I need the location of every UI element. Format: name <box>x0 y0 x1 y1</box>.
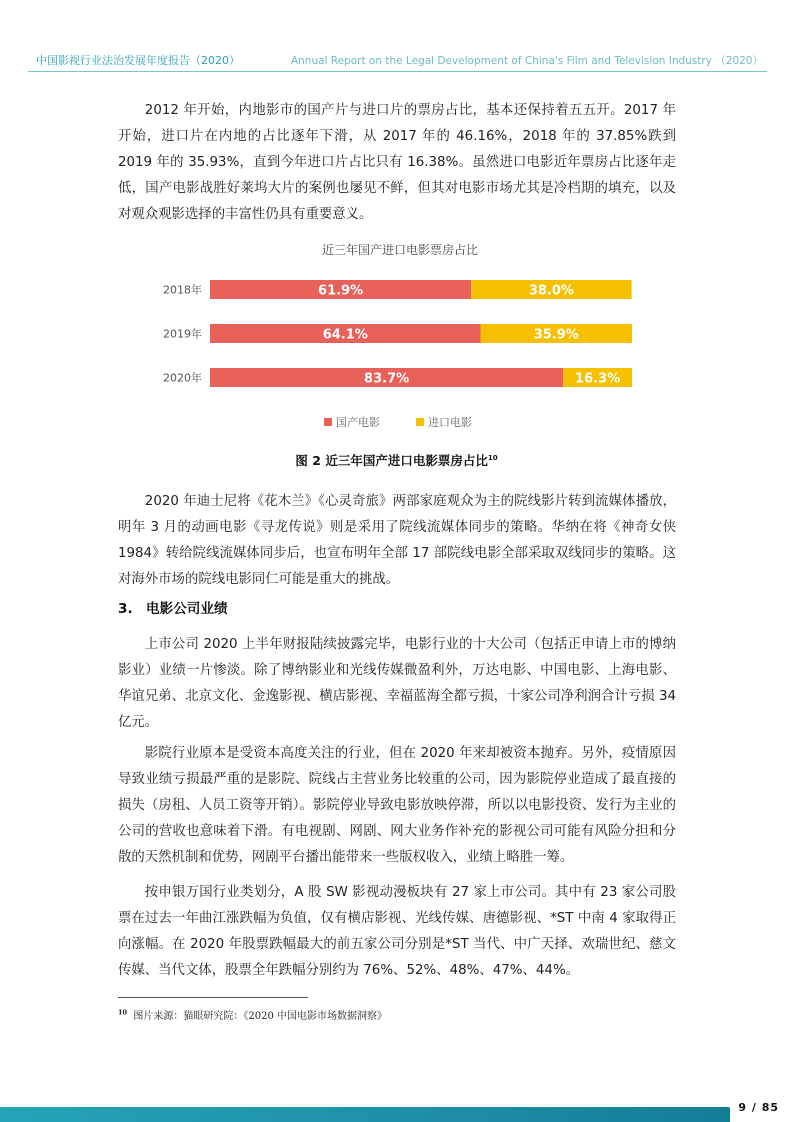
bar-value-label: 35.9% <box>533 327 579 343</box>
paragraph-box-office-share: 2012 年开始，内地影市的国产片与进口片的票房占比，基本还保持着五五开。2017 年开始，进口片在内地的占比逐年下滑，从 2017 年的 46.16%，2018 年的 37.85%跌到 2019 年的 35.93%，直到今年进口片占比只有 16.38%。虽然进口电影近年票房占比逐年走低，国产电影战胜好莱坞大片的案例也屡见不鲜，但其对电影市场尤其是冷档期的填充，以及对观众观影选择的丰富性仍具有重要意义。 <box>118 103 676 222</box>
figure-caption <box>0 451 793 469</box>
footnote-text: 图片来源：猫眼研究院：《2020 中国电影市场数据洞察》 <box>133 1011 388 1022</box>
category-label: 2019年 <box>163 327 202 341</box>
footnote-ref[interactable]: 10 <box>487 453 498 462</box>
footer-bar <box>0 1107 730 1122</box>
paragraph-streaming: 2020 年迪士尼将《花木兰》《心灵奇旅》两部家庭观众为主的院线影片转到流媒体播放，明年 3 月的动画电影《寻龙传说》则是采用了院线流媒体同步的策略。华纳在将《神奇女侠 1984》转给院线流媒体同步后，也宣布明年全部 17 部院线电影全部采取双线同步的策略。这对海外市场的院线电影同仁可能是重大的挑战。 <box>118 494 676 587</box>
bar-value-label: 64.1% <box>322 327 368 343</box>
legend-label: 进口电影 <box>428 416 472 429</box>
category-label: 2020年 <box>163 371 202 385</box>
legend-label: 国产电影 <box>336 416 380 429</box>
stacked-bar-chart <box>140 236 660 442</box>
bar-value-label: 38.0% <box>528 283 574 299</box>
section-number: 3. <box>118 601 133 617</box>
bar-value-label: 83.7% <box>364 371 410 387</box>
page-number: 9 / 85 <box>738 1101 779 1114</box>
bar-value-label: 61.9% <box>318 283 364 299</box>
legend-swatch <box>416 418 424 426</box>
section-heading <box>118 597 228 617</box>
header-title-en: Annual Report on the Legal Development of China's Film and Television Industry （2020） <box>290 55 763 67</box>
running-header <box>36 52 763 68</box>
section-title: 电影公司业绩 <box>146 601 228 617</box>
paragraph-stock-performance: 按申银万国行业类划分，A 股 SW 影视动漫板块有 27 家上市公司。其中有 23 家公司股票在过去一年曲江涨跌幅为负值，仅有横店影视、光线传媒、唐德影视、*ST 中南 4 家取得正向涨幅。在 2020 年股票跌幅最大的前五家公司分别是*ST 当代、中广天择、欢瑞世纪、慈文传媒、当代文体，股票全年跌幅分别约为 76%、52%、48%、47%、44%。 <box>118 885 676 978</box>
category-label: 2018年 <box>163 283 202 297</box>
header-divider <box>28 71 767 72</box>
figure-chart <box>140 236 660 442</box>
footnote-divider <box>118 997 308 998</box>
footnote-marker: 10 <box>118 1008 128 1017</box>
bar-value-label: 16.3% <box>575 371 621 387</box>
header-title-cn: 中国影视行业法治发展年度报告（2020） <box>36 54 240 67</box>
paragraph-listed-companies: 上市公司 2020 上半年财报陆续披露完毕，电影行业的十大公司（包括正申请上市的博纳影业）业绩一片惨淡。除了博纳影业和光线传媒微盈利外，万达电影、中国电影、上海电影、华谊兄弟、北京文化、金逸影视、横店影视、幸福蓝海全都亏损，十家公司净利润合计亏损 34 亿元。 <box>118 637 676 730</box>
chart-title: 近三年国产进口电影票房占比 <box>321 243 479 257</box>
paragraph-cinema-industry: 影院行业原本是受资本高度关注的行业，但在 2020 年来却被资本抛弃。另外，疫情原因导致业绩亏损最严重的是影院、院线占主营业务比较重的公司，因为影院停业造成了最直接的损失（房租、人员工资等开销）。影院停业导致电影放映停滞，所以以电影投资、发行为主业的公司的营收也意味着下滑。有电视剧、网剧、网大业务作补充的影视公司可能有风险分担和分散的天然机制和优势，网剧平台播出能带来一些版权收入，业绩上略胜一筹。 <box>118 746 676 865</box>
figure-caption-text: 图 2 近三年国产进口电影票房占比 <box>295 453 488 468</box>
legend-swatch <box>324 418 332 426</box>
footnote <box>118 1007 387 1022</box>
